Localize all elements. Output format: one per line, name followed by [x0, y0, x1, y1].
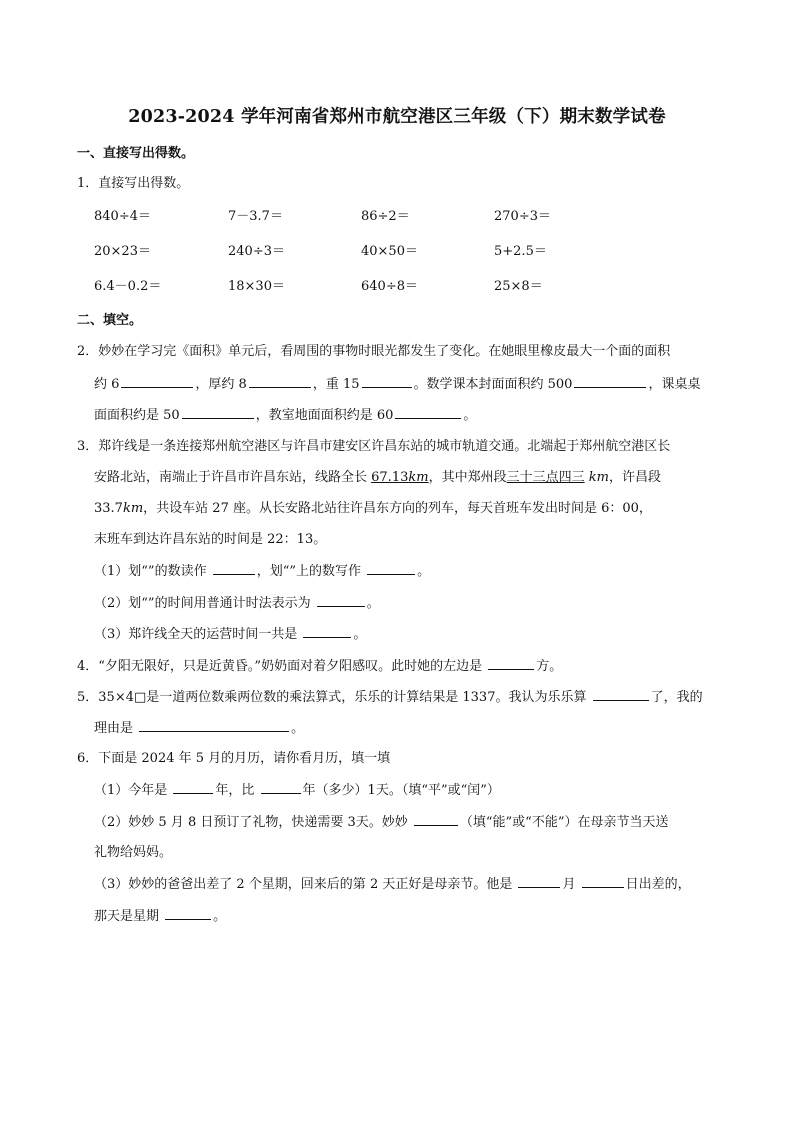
answer-blank[interactable]: [362, 374, 412, 388]
section-1-heading: 一、直接写出得数。: [77, 146, 195, 161]
answer-blank[interactable]: [121, 374, 193, 388]
question-2-line-1: 2．妙妙在学习完《面积》单元后，看周围的事物时眼光都发生了变化。在她眼里橡皮最大一个面的面积: [77, 344, 671, 359]
answer-blank[interactable]: [518, 874, 560, 888]
question-5-line-2: 理由是 。: [94, 718, 304, 739]
question-6-sub-3-cont: 那天是星期 。: [94, 906, 226, 927]
answer-blank[interactable]: [574, 374, 646, 388]
answer-blank[interactable]: [414, 812, 458, 826]
question-2-line-3: 面面积约是 50 ，教室地面面积约是 60 。: [94, 405, 476, 426]
answer-blank[interactable]: [367, 561, 415, 575]
calc-item: 25×8＝: [494, 279, 543, 294]
question-6-sub-3: （3）妙妙的爸爸出差了 2 个星期，回来后的第 2 天正好是母亲节。他是 月 日出差的，: [94, 874, 691, 895]
answer-blank[interactable]: [261, 780, 301, 794]
section-2-heading: 二、填空。: [77, 313, 143, 328]
question-6-sub-2: （2）妙妙 5 月 8 日预订了礼物，快递需要 3天。妙妙 （填“能”或“不能”）在母亲节当天送: [94, 812, 668, 833]
calc-item: 6.4－0.2＝: [94, 279, 162, 294]
question-3-sub-1: （1）划“”的数读作 ，划“”上的数写作 。: [94, 561, 430, 582]
answer-blank[interactable]: [173, 780, 213, 794]
answer-blank[interactable]: [139, 718, 289, 732]
answer-blank[interactable]: [395, 405, 461, 419]
page-title: 2023-2024 学年河南省郑州市航空港区三年级（下）期末数学试卷: [128, 107, 666, 127]
underlined-number: 67.13: [371, 470, 409, 485]
question-6-sub-2-cont: 礼物给妈妈。: [94, 845, 173, 860]
calc-item: 840÷4＝: [94, 209, 151, 224]
calc-item: 40×50＝: [361, 244, 418, 259]
question-5-line-1: 5．35×4□是一道两位数乘两位数的乘法算式，乐乐的计算结果是 1337。我认为乐乐算 了，我的: [77, 687, 703, 708]
question-3-line-1: 3．郑许线是一条连接郑州航空港区与许昌市建安区许昌东站的城市轨道交通。北端起于郑州航空港区长: [77, 439, 671, 454]
question-3-line-4: 末班车到达许昌东站的时间是 22：13。: [94, 532, 327, 547]
answer-blank[interactable]: [303, 624, 351, 638]
calc-item: 7－3.7＝: [228, 209, 283, 224]
answer-blank[interactable]: [182, 405, 254, 419]
calc-item: 270÷3＝: [494, 209, 551, 224]
question-6-sub-1: （1）今年是 年，比 年（多少）1天。（填“平”或“闰”）: [94, 780, 500, 801]
question-1-stem: 1．直接写出得数。: [77, 176, 190, 191]
answer-blank[interactable]: [249, 374, 311, 388]
question-4: 4．“夕阳无限好，只是近黄昏。”奶奶面对着夕阳感叹。此时她的左边是 方。: [77, 656, 562, 677]
answer-blank[interactable]: [582, 874, 624, 888]
calc-item: 240÷3＝: [228, 244, 285, 259]
answer-blank[interactable]: [213, 561, 255, 575]
question-3-line-3: 33.7km，共设车站 27 座。从长安路北站往许昌东方向的列车，每天首班车发出时间是 6：00，: [94, 501, 652, 516]
calc-item: 86÷2＝: [361, 209, 410, 224]
answer-blank[interactable]: [593, 687, 649, 701]
question-3-line-2: 安路北站，南端止于许昌市许昌东站，线路全长 67.13km，其中郑州段三十三点四三 km，许昌段: [94, 470, 661, 485]
answer-blank[interactable]: [488, 656, 534, 670]
answer-blank[interactable]: [317, 593, 365, 607]
underlined-number-words: 三十三点四三: [506, 470, 585, 485]
calc-item: 640÷8＝: [361, 279, 418, 294]
calc-item: 20×23＝: [94, 244, 151, 259]
question-3-sub-3: （3）郑许线全天的运营时间一共是 。: [94, 624, 366, 645]
question-3-sub-2: （2）划“”的时间用普通计时法表示为 。: [94, 593, 380, 614]
question-2-line-2: 约 6 ，厚约 8 ，重 15 。数学课本封面面积约 500 ，课桌桌: [94, 374, 700, 395]
calc-item: 5+2.5＝: [494, 244, 547, 259]
answer-blank[interactable]: [165, 906, 211, 920]
question-6-stem: 6．下面是 2024 年 5 月的月历，请你看月历，填一填: [77, 751, 391, 766]
calc-item: 18×30＝: [228, 279, 285, 294]
